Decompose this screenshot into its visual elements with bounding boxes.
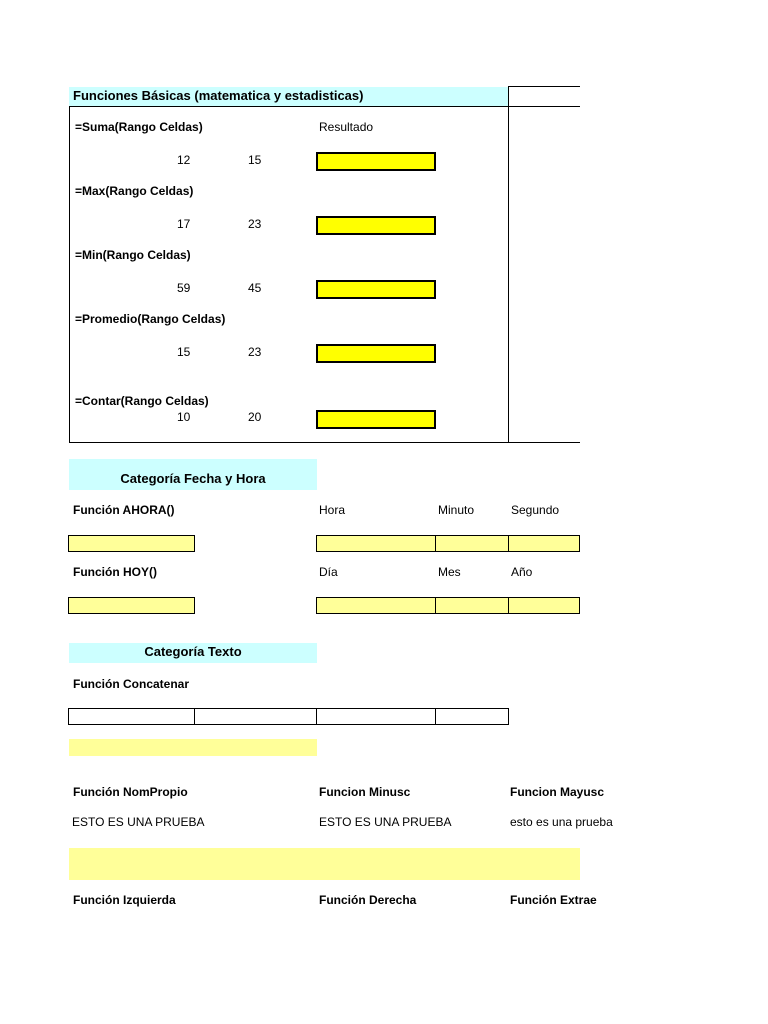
segundo-cell[interactable] — [508, 535, 580, 552]
result-cell-max[interactable] — [316, 216, 436, 235]
func-hoy-label: Función HOY() — [73, 565, 157, 579]
result-cell-suma[interactable] — [316, 152, 436, 171]
concat-result-band[interactable] — [69, 739, 317, 756]
formula-min: =Min(Rango Celdas) — [75, 248, 191, 262]
hora-label: Hora — [319, 503, 346, 517]
value-cell[interactable]: 45 — [248, 281, 262, 295]
concat-cell-1[interactable] — [68, 708, 195, 725]
func-mayusc-label: Funcion Mayusc — [510, 785, 605, 799]
value-cell[interactable]: 17 — [177, 217, 191, 231]
func-extrae-label: Función Extrae — [510, 893, 597, 907]
formula-promedio: =Promedio(Rango Celdas) — [75, 312, 226, 326]
sample-text-lower: esto es una prueba — [510, 815, 613, 829]
value-cell[interactable]: 23 — [248, 217, 262, 231]
func-derecha-label: Función Derecha — [319, 893, 417, 907]
mes-label: Mes — [438, 565, 461, 579]
func-nompropio-label: Función NomPropio — [73, 785, 188, 799]
value-cell[interactable]: 12 — [177, 153, 191, 167]
ahora-result-cell[interactable] — [68, 535, 195, 552]
value-cell[interactable]: 15 — [177, 345, 191, 359]
basic-header-right-cell — [508, 86, 580, 106]
hoy-result-cell[interactable] — [68, 597, 195, 614]
hora-cell[interactable] — [316, 535, 436, 552]
func-izquierda-label: Función Izquierda — [73, 893, 176, 907]
anio-label: Año — [511, 565, 533, 579]
formula-max: =Max(Rango Celdas) — [75, 184, 194, 198]
dia-cell[interactable] — [316, 597, 436, 614]
formula-contar: =Contar(Rango Celdas) — [75, 394, 209, 408]
concat-cell-4[interactable] — [435, 708, 509, 725]
result-cell-promedio[interactable] — [316, 344, 436, 363]
texto-title: Categoría Texto — [144, 644, 242, 659]
text-result-band[interactable] — [69, 848, 580, 880]
fecha-title: Categoría Fecha y Hora — [120, 471, 266, 486]
result-cell-contar[interactable] — [316, 410, 436, 429]
basic-title: Funciones Básicas (matematica y estadisticas) — [73, 88, 364, 103]
value-cell[interactable]: 15 — [248, 153, 262, 167]
anio-cell[interactable] — [508, 597, 580, 614]
result-cell-min[interactable] — [316, 280, 436, 299]
value-cell[interactable]: 59 — [177, 281, 191, 295]
formula-suma: =Suma(Rango Celdas) — [75, 120, 203, 134]
value-cell[interactable]: 10 — [177, 410, 191, 424]
mes-cell[interactable] — [435, 597, 509, 614]
func-ahora-label: Función AHORA() — [73, 503, 175, 517]
value-cell[interactable]: 20 — [248, 410, 262, 424]
minuto-label: Minuto — [438, 503, 475, 517]
dia-label: Día — [319, 565, 338, 579]
sample-text-upper-2: ESTO ES UNA PRUEBA — [319, 815, 452, 829]
value-cell[interactable]: 23 — [248, 345, 262, 359]
basic-table-divider — [508, 106, 509, 443]
func-concatenar-label: Función Concatenar — [73, 677, 190, 691]
concat-cell-2[interactable] — [194, 708, 317, 725]
result-label: Resultado — [319, 120, 374, 134]
func-minusc-label: Funcion Minusc — [319, 785, 411, 799]
minuto-cell[interactable] — [435, 535, 509, 552]
concat-cell-3[interactable] — [316, 708, 436, 725]
sample-text-upper-1: ESTO ES UNA PRUEBA — [72, 815, 205, 829]
segundo-label: Segundo — [511, 503, 560, 517]
